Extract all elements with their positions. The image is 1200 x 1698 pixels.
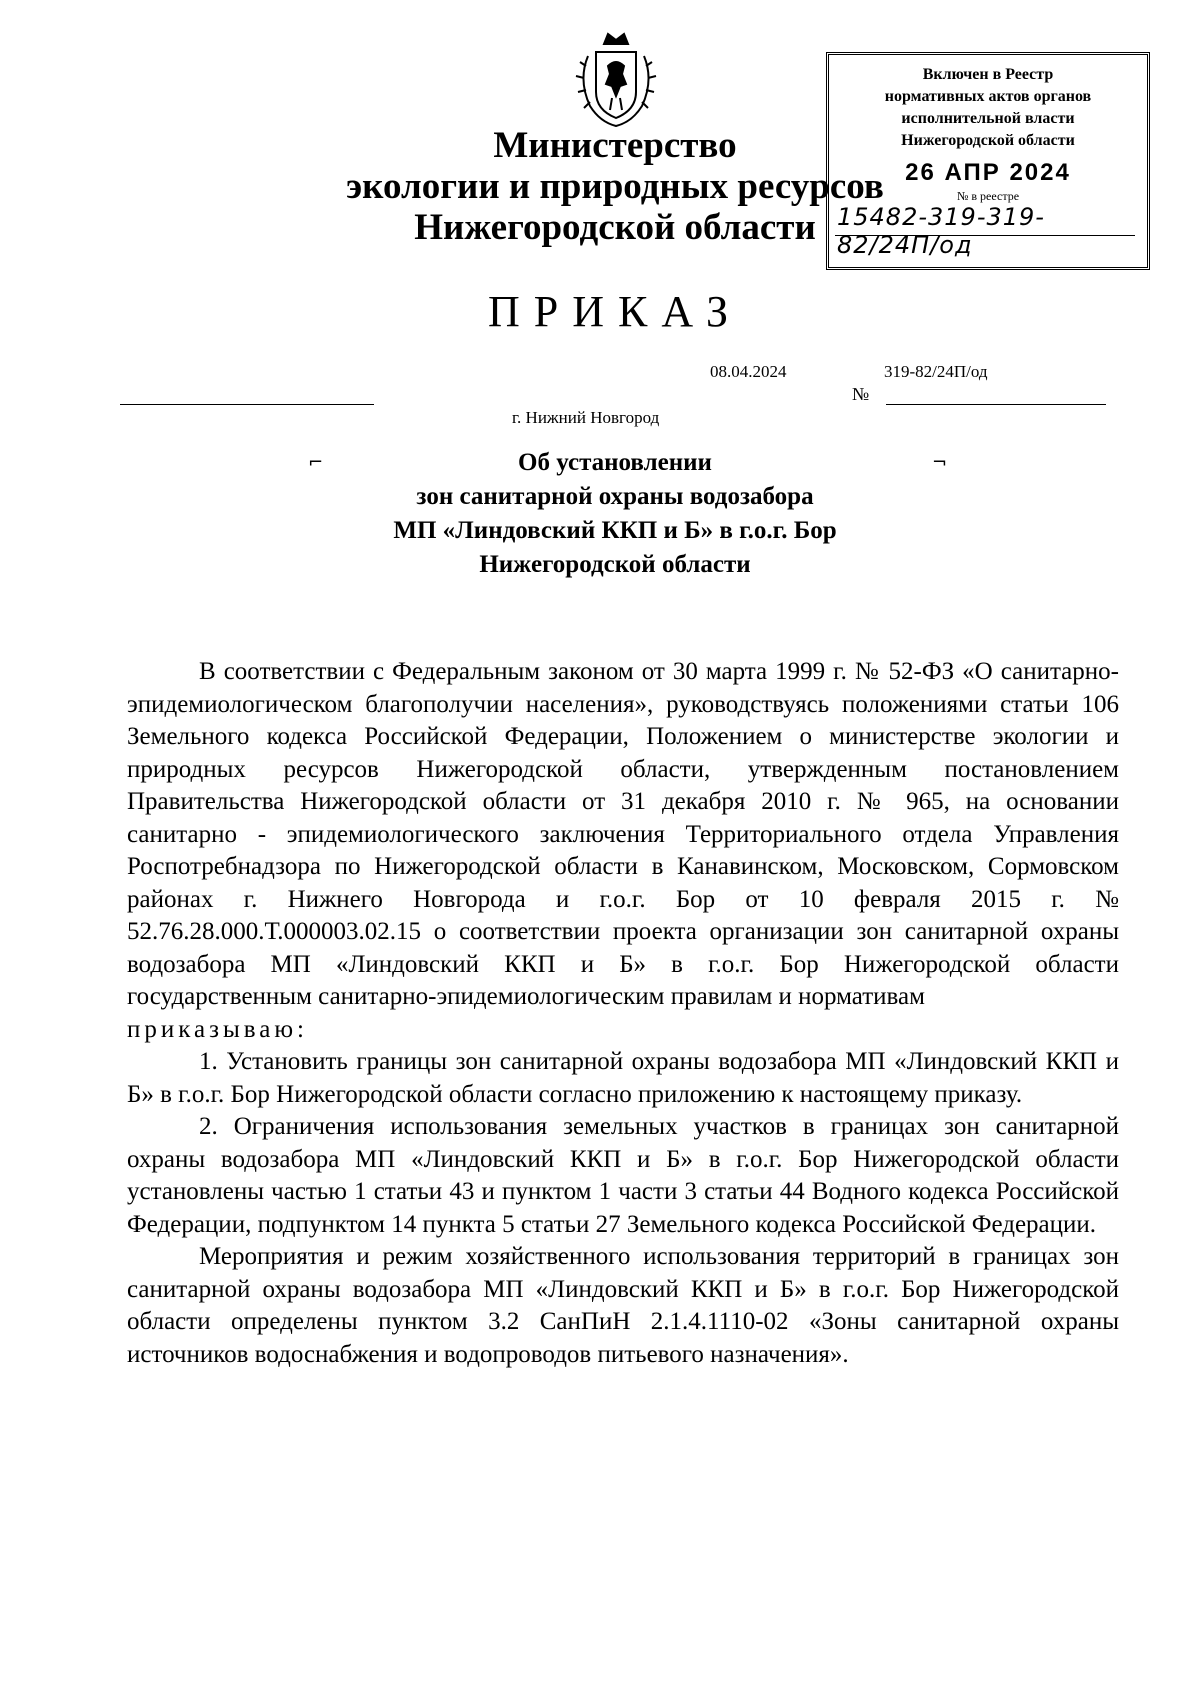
registry-stamp	[826, 52, 1150, 270]
coat-of-arms-emblem	[566, 30, 666, 130]
subject-corner-left: ⌐	[308, 452, 324, 473]
date-rule	[120, 404, 374, 405]
order-word: приказываю:	[127, 1015, 308, 1043]
subject-line4: Нижегородской области	[479, 551, 751, 578]
subject-line2: зон санитарной охраны водозабора	[416, 483, 814, 510]
stamp-reg-number: 15482-319-319-82/24П/од	[837, 203, 1045, 259]
measures-paragraph: Мероприятия и режим хозяйственного использования территорий в границах зон санитарной охраны водозабора МП «Линдовский ККП и Б» в г.о.г. Бор Нижегородской области определены пунктом 3.2 СанПиН 2.1.4.1110-02 «Зоны санитарной охраны источников водоснабжения и водопроводов питьевого назначения».	[127, 1243, 1119, 1368]
org-name-line2: экологии и природных ресурсов	[346, 166, 884, 207]
stamp-line3: исполнительной власти	[901, 110, 1075, 127]
order-item-2: 2. Ограничения использования земельных участков в границах зон санитарной охраны водозабора МП «Линдовский ККП и Б» в г.о.г. Бор Нижегородской области установлены частью 1 статьи 43 и пунктом 1 части 3 статьи 44 Водного кодекса Российской Федерации, подпунктом 14 пункта 5 статьи 27 Земельного кодекса Российской Федерации.	[127, 1113, 1119, 1238]
subject-corner-right: ¬	[932, 452, 948, 473]
order-item-1: 1. Установить границы зон санитарной охраны водозабора МП «Линдовский ККП и Б» в г.о.г. Бор Нижегородской области согласно приложению к настоящему приказу.	[127, 1048, 1119, 1108]
preamble-paragraph: В соответствии с Федеральным законом от 30 марта 1999 г. № 52-ФЗ «О санитарно-эпидемиологическом благополучии населения», руководствуясь положениями статьи 106 Земельного кодекса Российской Федерации, Положением о министерстве экологии и природных ресурсов Нижегородской области, утвержденным постановлением Правительства Нижегородской области от 31 декабря 2010 г. № 965, на основании санитарно - эпидемиологического заключения Территориального отдела Управления Роспотребнадзора по Нижегородской области в Канавинском, Московском, Сормовском районах г. Нижнего Новгорода и г.о.г. Бор от 10 февраля 2015 г. № 52.76.28.000.Т.000003.02.15 о соответствии проекта организации зон санитарной охраны водозабора МП «Линдовский ККП и Б» в г.о.г. Бор Нижегородской области государственным санитарно-эпидемиологическим правилам и нормативам	[127, 658, 1119, 1010]
document-date: 08.04.2024	[710, 362, 787, 381]
org-name-line1: Министерство	[493, 125, 737, 166]
subject-line3: МП «Линдовский ККП и Б» в г.о.г. Бор	[393, 517, 837, 544]
stamp-line2: нормативных актов органов	[884, 88, 1092, 105]
stamp-date: 26 АПР 2024	[905, 159, 1071, 186]
subject-line1: Об установлении	[518, 449, 712, 476]
org-name-line3: Нижегородской области	[414, 207, 816, 248]
stamp-reg-label: № в реестре	[956, 189, 1020, 203]
order-body	[127, 656, 1119, 1371]
number-rule	[886, 404, 1106, 405]
document-number: 319-82/24П/од	[884, 362, 988, 381]
order-subject	[0, 446, 1200, 582]
stamp-line4: Нижегородской области	[901, 132, 1075, 149]
stamp-underline	[835, 235, 1135, 236]
city-name: г. Нижний Новгород	[512, 408, 660, 427]
number-sign: №	[852, 384, 870, 404]
stamp-line1: Включен в Реестр	[922, 66, 1054, 83]
document-type-title: ПРИКАЗ	[487, 287, 743, 336]
